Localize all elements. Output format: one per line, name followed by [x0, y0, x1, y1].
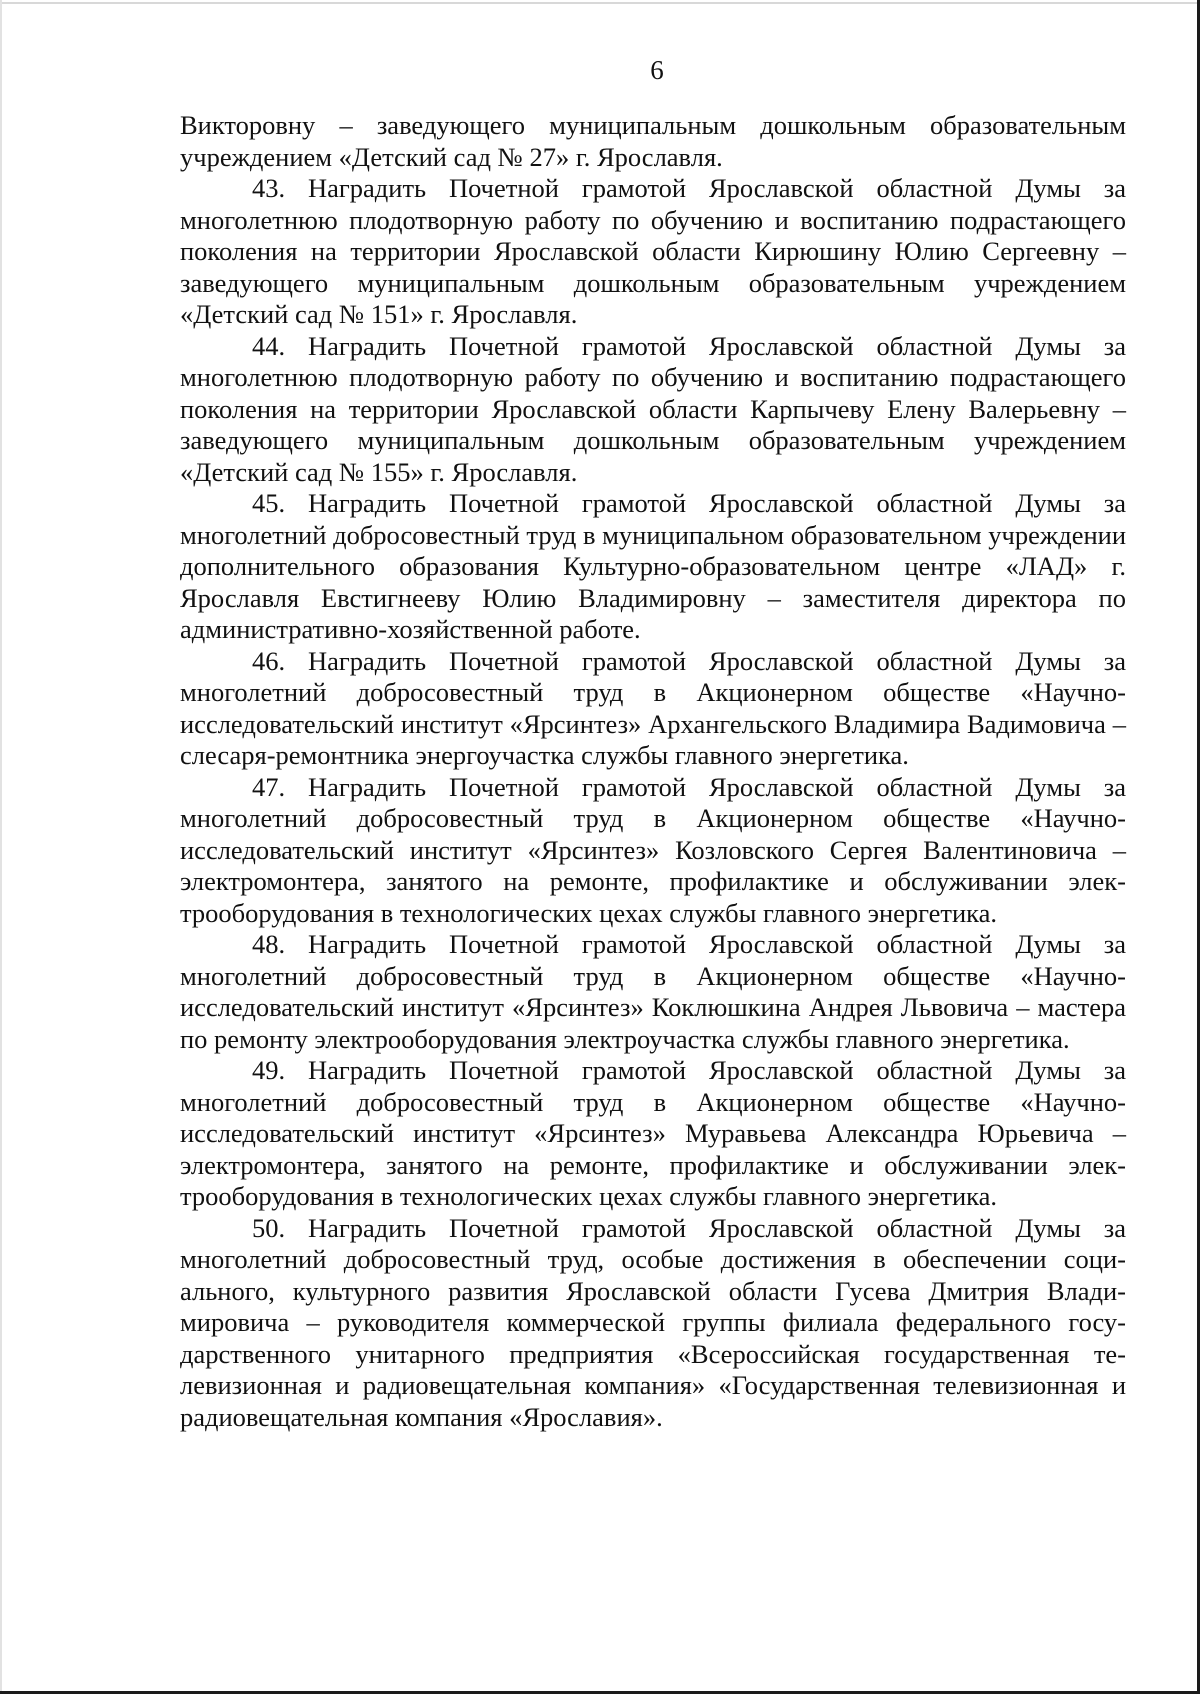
- paragraph-item-49: 49. Наградить Почетной грамотой Ярославской областной Думы за многолетний добросовестный труд в Акционерном обществе «Научно-исследовательский институт «Ярсинтез» Муравьева Александра Юрьевича – электромонтера, занятого на ремонте, профилактике и обслуживании электрооборудования в технологических цехах службы главного энергетика.: [180, 1055, 1126, 1211]
- paragraph-item-47: 47. Наградить Почетной грамотой Ярославской областной Думы за многолетний добросовестный труд в Акционерном обществе «Научно-исследовательский институт «Ярсинтез» Козловского Сергея Валентиновича – электромонтера, занятого на ремонте, профилактике и обслуживании электрооборудования в технологических цехах службы главного энергетика.: [180, 771, 1126, 928]
- paragraph-item-43: 43. Наградить Почетной грамотой Ярославской областной Думы за многолетнюю плодотворную работу по обучению и воспитанию подрастающего поколения на территории Ярославской области Кирюшину Юлию Сергеевну – заведующего муниципальным дошкольным образовательным учреждением «Детский сад № 151» г. Ярославля.: [180, 173, 1126, 329]
- scan-edge-left: [0, 0, 2, 1694]
- page-number: 6: [650, 55, 664, 85]
- paragraph-item-48: 48. Наградить Почетной грамотой Ярославской областной Думы за многолетний добросовестный труд в Акционерном обществе «Научно-исследовательский институт «Ярсинтез» Коклюшкина Андрея Львовича – мастера по ремонту электрооборудования электроучастка службы главного энергетика.: [180, 929, 1126, 1054]
- paragraph-item-50: 50. Наградить Почетной грамотой Ярославской областной Думы за многолетний добросовестный труд, особые достижения в обеспечении социального, культурного развития Ярославской области Гусева Дмитрия Владимировича – руководителя коммерческой группы филиала федерального государственного унитарного предприятия «Всероссийская государственная телевизионная и радиовещательная компания» «Государственная телевизионная и радиовещательная компания «Ярославия».: [180, 1212, 1126, 1432]
- paragraph-continuation: Викторовну – заведующего муниципальным дошкольным образовательным учреждением «Детский сад № 27» г. Ярославля.: [180, 110, 1126, 172]
- document-body: [180, 110, 1126, 1433]
- paragraph-item-46: 46. Наградить Почетной грамотой Ярославской областной Думы за многолетний добросовестный труд в Акционерном обществе «Научно-исследовательский институт «Ярсинтез» Архангельского Владимира Вадимовича – слесаря-ремонтника энергоучастка службы главного энергетика.: [180, 645, 1126, 770]
- paragraph-item-45: 45. Наградить Почетной грамотой Ярославской областной Думы за многолетний добросовестный труд в муниципальном образовательном учреждении дополнительного образования Культурно-образовательном центре «ЛАД» г. Ярославля Евстигнееву Юлию Владимировну – заместителя директора по административно-хозяйственной работе.: [180, 488, 1126, 644]
- scan-edge-top: [0, 2, 1200, 4]
- paragraph-item-44: 44. Наградить Почетной грамотой Ярославской областной Думы за многолетнюю плодотворную работу по обучению и воспитанию подрастающего поколения на территории Ярославской области Карпычеву Елену Валерьевну – заведующего муниципальным дошкольным образовательным учреждением «Детский сад № 155» г. Ярославля.: [180, 330, 1126, 487]
